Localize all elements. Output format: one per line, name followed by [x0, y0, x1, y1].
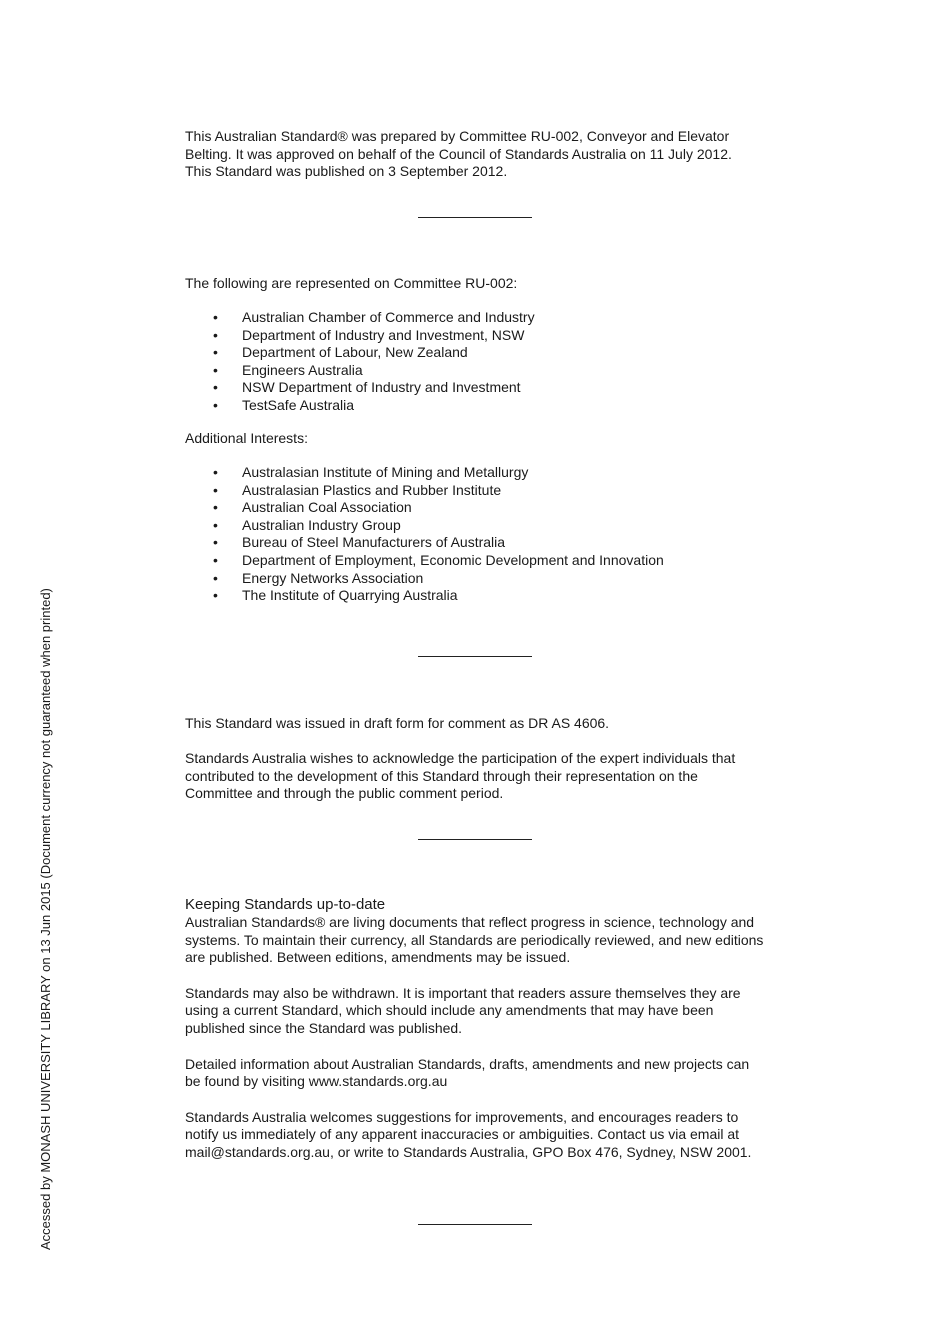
text-line: notify us immediately of any apparent inaccuracies or ambiguities. Contact us via email at	[185, 1126, 740, 1143]
text-span: be found by visiting	[185, 1073, 309, 1090]
list-item: • Department of Employment, Economic Development and Innovation	[185, 552, 775, 570]
access-watermark: Accessed by MONASH UNIVERSITY LIBRARY on 13 Jun 2015 (Document currency not guaranteed when printed)	[38, 588, 53, 1250]
ack-line: contributed to the development of this Standard through their representation on the	[185, 767, 698, 784]
intro-line: This Standard was published on 3 September 2012.	[185, 163, 508, 180]
keeping-paragraph-1	[185, 914, 775, 967]
list-item: • Australian Chamber of Commerce and Industry	[185, 309, 775, 327]
intro-line: Belting. It was approved on behalf of the Council of Standards Australia on 11 July 2012.	[185, 145, 732, 162]
text-line: systems. To maintain their currency, all Standards are periodically reviewed, and new editions	[185, 931, 764, 948]
list-item: • The Institute of Quarrying Australia	[185, 587, 775, 605]
list-item: • Department of Labour, New Zealand	[185, 344, 775, 362]
keeping-paragraph-2	[185, 985, 775, 1038]
text-line: Standards may also be withdrawn. It is important that readers assure themselves they are	[185, 984, 741, 1001]
ack-line: Committee and through the public comment period.	[185, 785, 504, 802]
section-divider	[418, 1224, 532, 1225]
text-line: using a current Standard, which should include any amendments that may have been	[185, 1002, 714, 1019]
text-line: are published. Between editions, amendments may be issued.	[185, 949, 571, 966]
text-line	[185, 1144, 775, 1162]
list-item: • TestSafe Australia	[185, 397, 775, 415]
section-heading: Keeping Standards up-to-date	[185, 896, 386, 913]
text-line: published since the Standard was published.	[185, 1019, 463, 1036]
draft-issued: This Standard was issued in draft form for comment as DR AS 4606.	[185, 715, 610, 731]
list-item: • Australian Industry Group	[185, 517, 775, 535]
intro-paragraph	[185, 128, 775, 181]
section-divider	[418, 217, 532, 218]
list-item: • NSW Department of Industry and Investment	[185, 379, 775, 397]
acknowledgement-paragraph	[185, 750, 775, 803]
list-item: • Australasian Plastics and Rubber Institute	[185, 482, 775, 500]
list-item: • Australian Coal Association	[185, 499, 775, 517]
additional-interests-list	[185, 464, 775, 605]
list-item: • Energy Networks Association	[185, 570, 775, 588]
text-span: , or write to Standards Australia, GPO Box 476, Sydney, NSW 2001.	[329, 1143, 752, 1160]
website-link[interactable]: www.standards.org.au	[308, 1073, 448, 1090]
ack-line: Standards Australia wishes to acknowledge the participation of the expert individuals that	[185, 750, 736, 766]
list-item: • Australasian Institute of Mining and Metallurgy	[185, 464, 775, 482]
committee-lead: The following are represented on Committee RU-002:	[185, 275, 518, 291]
section-divider	[418, 839, 532, 840]
keeping-paragraph-4	[185, 1109, 775, 1162]
keeping-paragraph-3	[185, 1056, 775, 1091]
list-item: • Engineers Australia	[185, 362, 775, 380]
additional-interests-label: Additional Interests:	[185, 430, 308, 446]
text-line: Standards Australia welcomes suggestions for improvements, and encourages readers to	[185, 1108, 739, 1125]
text-line: Australian Standards® are living documents that reflect progress in science, technology and	[185, 914, 755, 930]
list-item: • Department of Industry and Investment, NSW	[185, 327, 775, 345]
text-line	[185, 1073, 775, 1091]
section-divider	[418, 656, 532, 657]
intro-line: This Australian Standard® was prepared by Committee RU-002, Conveyor and Elevator	[185, 128, 730, 144]
committee-member-list	[185, 309, 775, 415]
text-line: Detailed information about Australian Standards, drafts, amendments and new projects can	[185, 1055, 750, 1072]
email-link[interactable]: mail@standards.org.au	[185, 1143, 330, 1160]
keeping-section	[185, 896, 775, 1162]
list-item: • Bureau of Steel Manufacturers of Australia	[185, 534, 775, 552]
